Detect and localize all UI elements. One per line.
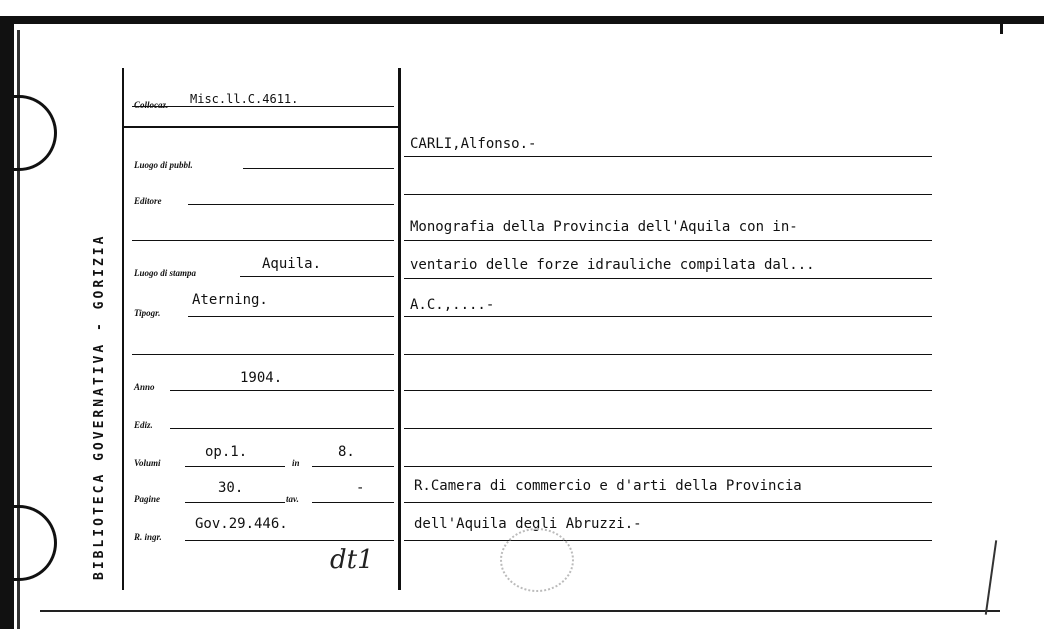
value-tipografia: Aterning. xyxy=(192,292,268,308)
line-left-separator xyxy=(124,126,400,128)
line-right-6 xyxy=(404,354,932,355)
label-luogo-pubbl: Luogo di pubbl. xyxy=(134,160,193,170)
title-line-2: ventario delle forze idrauliche compilata dal... xyxy=(410,257,815,273)
label-reg-ingr: R. ingr. xyxy=(134,532,162,542)
publisher-line-2: dell'Aquila degli Abruzzi.- xyxy=(414,516,642,532)
label-edizione: Ediz. xyxy=(134,420,153,430)
title-line-3: A.C.,....- xyxy=(410,297,495,313)
line-reg-ingr xyxy=(185,540,394,541)
handwritten-signature: dt1 xyxy=(330,545,374,575)
line-ediz xyxy=(170,428,394,429)
label-editore: Editore xyxy=(134,196,162,206)
line-luogo-stampa xyxy=(240,276,394,277)
line-editore xyxy=(188,204,394,205)
value-formato: 8. xyxy=(338,444,355,460)
publisher-line-1: R.Camera di commercio e d'arti della Provincia xyxy=(414,478,802,494)
punch-hole-bottom xyxy=(14,505,57,581)
line-right-3 xyxy=(404,240,932,241)
line-collocazione xyxy=(132,106,394,107)
scan-corner-mark xyxy=(1000,16,1003,34)
label-tavole: tav. xyxy=(286,494,299,504)
value-tavole: - xyxy=(356,480,365,496)
line-luogo-pubbl xyxy=(243,168,394,169)
line-right-9 xyxy=(404,466,932,467)
line-right-4 xyxy=(404,278,932,279)
label-tipografia: Tipogr. xyxy=(134,308,161,318)
faded-stamp-mark xyxy=(500,528,574,592)
scan-top-border xyxy=(0,16,1044,24)
line-right-5 xyxy=(404,316,932,317)
line-blank-2 xyxy=(132,354,394,355)
value-luogo-stampa: Aquila. xyxy=(262,256,322,272)
card-right-edge xyxy=(985,540,997,615)
label-collocazione: Collocaz. xyxy=(134,100,169,110)
library-vertical-header: BIBLIOTECA GOVERNATIVA - GORIZIA xyxy=(92,233,107,580)
label-pagine: Pagine xyxy=(134,494,160,504)
value-collocazione: Misc.ll.C.4611. xyxy=(190,92,299,106)
scan-left-edge xyxy=(0,20,14,629)
line-anno xyxy=(170,390,394,391)
center-divider-rule xyxy=(398,68,401,590)
line-right-8 xyxy=(404,428,932,429)
line-right-1 xyxy=(404,156,932,157)
line-tipografia xyxy=(188,316,394,317)
line-right-10 xyxy=(404,502,932,503)
value-anno: 1904. xyxy=(240,370,283,386)
label-luogo-stampa: Luogo di stampa xyxy=(134,268,197,278)
line-volumi xyxy=(185,466,285,467)
card-bottom-edge xyxy=(40,610,1000,612)
line-tavole xyxy=(312,502,394,503)
line-right-11 xyxy=(404,540,932,541)
line-formato xyxy=(312,466,394,467)
title-line-1: Monografia della Provincia dell'Aquila con in- xyxy=(410,219,798,235)
label-volumi: Volumi xyxy=(134,458,161,468)
value-pagine: 30. xyxy=(218,480,244,496)
value-reg-ingr: Gov.29.446. xyxy=(195,516,288,532)
line-pagine xyxy=(185,502,285,503)
author-name: CARLI,Alfonso.- xyxy=(410,136,537,152)
label-in: in xyxy=(292,458,300,468)
punch-hole-top xyxy=(14,95,57,171)
line-right-7 xyxy=(404,390,932,391)
label-anno: Anno xyxy=(134,382,155,392)
line-blank-1 xyxy=(132,240,394,241)
value-volumi: op.1. xyxy=(205,444,248,460)
left-margin-rule xyxy=(122,68,124,590)
line-right-2 xyxy=(404,194,932,195)
